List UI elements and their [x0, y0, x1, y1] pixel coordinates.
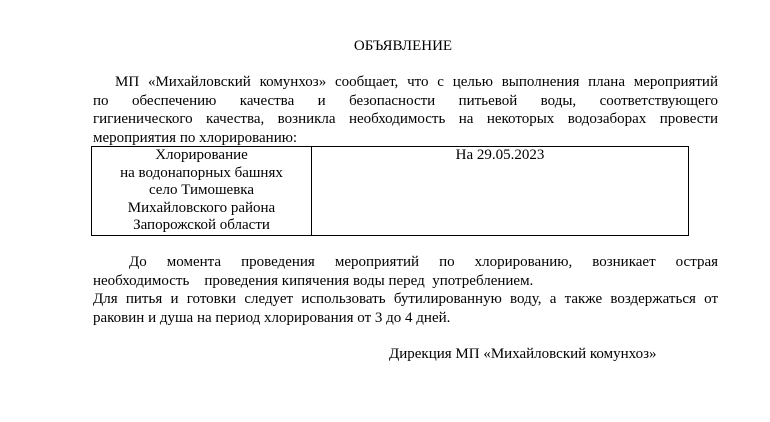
chlorination-schedule-table	[91, 146, 689, 236]
intro-line-2: по обеспечению качества и безопасности питьевой воды, соответствующего	[93, 92, 718, 109]
bottled-line-1: Для питья и готовки следует использовать бутилированную воду, а также воздержаться от	[93, 291, 718, 307]
intro-paragraph	[93, 73, 718, 147]
bottled-water-paragraph	[93, 290, 718, 327]
location-line-1: Хлорирование	[155, 147, 248, 163]
boiling-line-2: необходимость проведения кипячения воды перед употреблением.	[93, 272, 534, 289]
signature: Дирекция МП «Михайловский комунхоз»	[389, 346, 657, 362]
bottled-line-2: раковин и душа на период хлорирования от 3 до 4 дней.	[93, 309, 451, 326]
location-line-2: на водонапорных башнях	[120, 164, 283, 181]
location-cell	[92, 147, 312, 236]
boiling-line-1: До момента проведения мероприятий по хлорированию, возникает острая	[129, 254, 718, 270]
location-line-5: Запорожской области	[133, 217, 270, 233]
location-line-4: Михайловского района	[127, 199, 276, 216]
table-row	[92, 147, 689, 236]
date-cell: На 29.05.2023	[312, 147, 689, 236]
document-title: ОБЪЯВЛЕНИЕ	[353, 38, 453, 54]
intro-line-3: гигиенического качества, возникла необходимость на некоторых водозаборах провести	[93, 111, 718, 127]
location-line-3: село Тимошевка	[148, 182, 255, 198]
intro-line-1: МП «Михайловский комунхоз» сообщает, что с целью выполнения плана мероприятий	[115, 74, 718, 90]
intro-line-4: мероприятия по хлорированию:	[93, 129, 298, 146]
boiling-notice-paragraph	[93, 253, 718, 290]
